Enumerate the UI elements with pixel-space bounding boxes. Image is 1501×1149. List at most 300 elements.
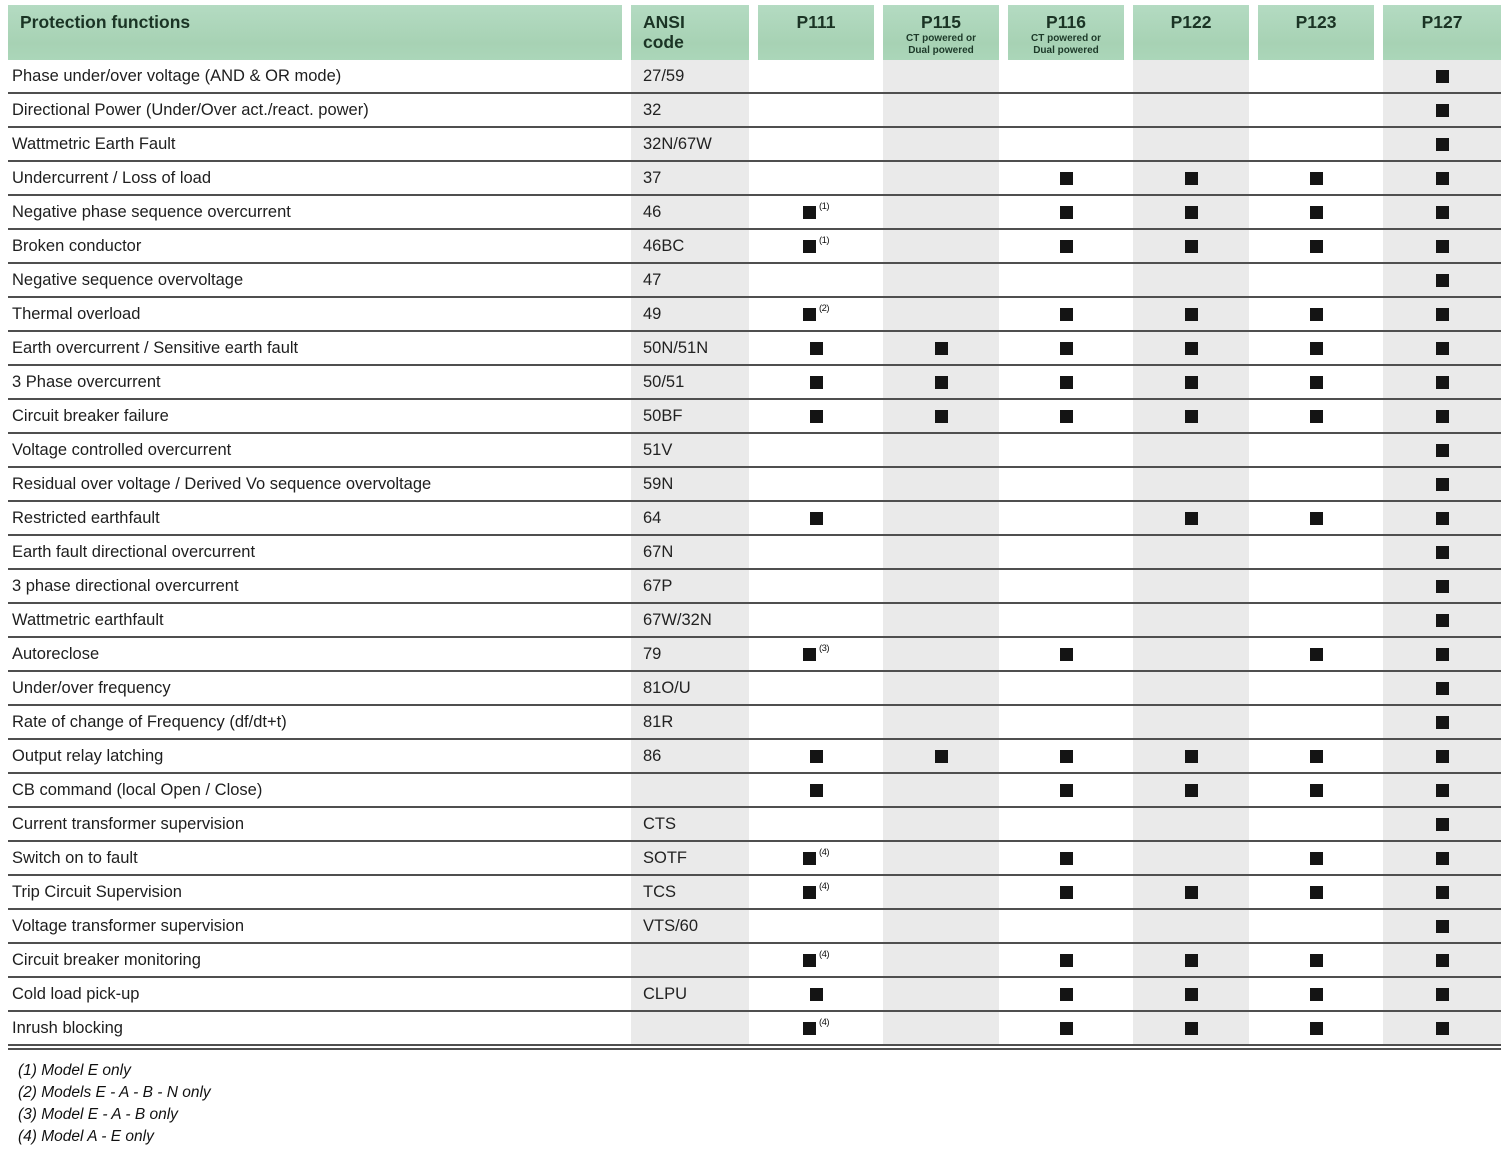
product-availability-cell — [749, 910, 874, 942]
table-row — [8, 60, 1501, 94]
function-name: 3 phase directional overcurrent — [12, 576, 239, 595]
product-availability-cell — [1249, 332, 1374, 364]
availability-square — [1436, 410, 1449, 423]
function-name-cell — [8, 196, 622, 228]
function-name-cell — [8, 332, 622, 364]
function-name-cell — [8, 604, 622, 636]
product-availability-cell — [1124, 434, 1249, 466]
product-availability-cell — [999, 128, 1124, 160]
availability-square — [803, 954, 816, 967]
product-availability-cell — [999, 230, 1124, 262]
ansi-code-cell — [622, 570, 749, 602]
table-row — [8, 230, 1501, 264]
function-name: Negative sequence overvoltage — [12, 270, 244, 289]
product-availability-cell — [999, 196, 1124, 228]
product-availability-cell — [999, 604, 1124, 636]
product-availability-cell — [1124, 910, 1249, 942]
product-availability-cell — [1249, 842, 1374, 874]
availability-square — [1185, 410, 1198, 423]
availability-square — [1185, 750, 1198, 763]
product-availability-cell — [1124, 944, 1249, 976]
product-availability-cell — [1374, 502, 1501, 534]
footnote-4: (4) Model A - E only — [18, 1128, 154, 1145]
product-availability-cell — [1124, 196, 1249, 228]
availability-square — [1185, 206, 1198, 219]
availability-square — [810, 784, 823, 797]
product-availability-cell — [874, 740, 999, 772]
product-availability-cell — [1124, 570, 1249, 602]
ansi-code: 64 — [643, 508, 662, 527]
ansi-code: 67N — [643, 542, 674, 561]
availability-square — [1436, 852, 1449, 865]
product-availability-cell — [874, 366, 999, 398]
availability-square — [1310, 648, 1323, 661]
function-name: Wattmetric earthfault — [12, 610, 164, 629]
product-availability-cell — [1374, 910, 1501, 942]
header-p122-label: P122 — [1170, 12, 1212, 32]
header-p127-label: P127 — [1421, 12, 1463, 32]
availability-square — [1060, 308, 1073, 321]
availability-square — [1060, 648, 1073, 661]
product-availability-cell — [999, 264, 1124, 296]
ansi-code-cell — [622, 196, 749, 228]
availability-square — [803, 648, 816, 661]
product-availability-cell — [1249, 400, 1374, 432]
availability-square — [1310, 308, 1323, 321]
availability-square — [1185, 954, 1198, 967]
ansi-code-cell — [622, 638, 749, 670]
function-name: Residual over voltage / Derived Vo sequence overvoltage — [12, 474, 432, 493]
availability-square — [935, 376, 948, 389]
product-availability-cell — [1249, 1012, 1374, 1044]
product-availability-cell — [874, 128, 999, 160]
header-p127 — [1374, 5, 1501, 60]
product-availability-cell — [749, 162, 874, 194]
availability-square — [1185, 342, 1198, 355]
product-availability-cell — [1374, 332, 1501, 364]
table-row — [8, 128, 1501, 162]
ansi-code: CLPU — [643, 984, 688, 1003]
product-availability-cell — [1374, 60, 1501, 92]
product-availability-cell — [1249, 94, 1374, 126]
function-name: Thermal overload — [12, 304, 141, 323]
ansi-code: 27/59 — [643, 66, 685, 85]
ansi-code-cell — [622, 60, 749, 92]
availability-square — [1436, 1022, 1449, 1035]
ansi-code-cell — [622, 366, 749, 398]
availability-square — [810, 512, 823, 525]
function-name-cell — [8, 706, 622, 738]
ansi-code-cell — [622, 774, 749, 806]
availability-square — [1060, 886, 1073, 899]
product-availability-cell — [1124, 332, 1249, 364]
product-availability-cell — [1374, 672, 1501, 704]
availability-square — [1185, 240, 1198, 253]
product-availability-cell — [874, 502, 999, 534]
product-availability-cell — [1124, 876, 1249, 908]
product-availability-cell — [999, 1012, 1124, 1044]
product-availability-cell — [1124, 1012, 1249, 1044]
product-availability-cell — [749, 366, 874, 398]
footnote-3: (3) Model E - A - B only — [18, 1106, 178, 1123]
ansi-code: VTS/60 — [643, 916, 699, 935]
table-row — [8, 570, 1501, 604]
function-name: Switch on to fault — [12, 848, 138, 867]
availability-square — [1436, 376, 1449, 389]
footnote-ref: (4) — [818, 948, 830, 960]
product-availability-cell — [1124, 740, 1249, 772]
product-availability-cell — [999, 298, 1124, 330]
product-availability-cell — [999, 808, 1124, 840]
availability-square — [1060, 342, 1073, 355]
ansi-code: 81R — [643, 712, 674, 731]
function-name-cell — [8, 434, 622, 466]
ansi-code: 59N — [643, 474, 674, 493]
product-availability-cell — [999, 94, 1124, 126]
product-availability-cell — [1249, 604, 1374, 636]
header-ansi-line1: ANSI — [643, 12, 685, 32]
availability-square — [810, 988, 823, 1001]
table-row — [8, 638, 1501, 672]
function-name-cell — [8, 264, 622, 296]
product-availability-cell — [999, 468, 1124, 500]
availability-square — [1185, 512, 1198, 525]
product-availability-cell — [874, 706, 999, 738]
availability-square — [1436, 240, 1449, 253]
function-name: Under/over frequency — [12, 678, 171, 697]
availability-square — [1436, 104, 1449, 117]
header-p122 — [1124, 5, 1249, 60]
ansi-code-cell — [622, 230, 749, 262]
product-availability-cell — [874, 944, 999, 976]
product-availability-cell — [1374, 604, 1501, 636]
product-availability-cell — [749, 298, 874, 330]
availability-square — [1436, 954, 1449, 967]
function-name-cell — [8, 774, 622, 806]
product-availability-cell — [1374, 230, 1501, 262]
function-name-cell — [8, 502, 622, 534]
table-row — [8, 94, 1501, 128]
product-availability-cell — [874, 434, 999, 466]
function-name: Negative phase sequence overcurrent — [12, 202, 291, 221]
availability-square — [1310, 410, 1323, 423]
availability-square — [1185, 886, 1198, 899]
ansi-code: 50/51 — [643, 372, 685, 391]
table-row — [8, 366, 1501, 400]
product-availability-cell — [874, 842, 999, 874]
product-availability-cell — [1124, 638, 1249, 670]
availability-square — [1310, 988, 1323, 1001]
table-row — [8, 706, 1501, 740]
product-availability-cell — [749, 196, 874, 228]
header-p123-label: P123 — [1295, 12, 1337, 32]
product-availability-cell — [749, 468, 874, 500]
product-availability-cell — [749, 944, 874, 976]
footnote-ref: (2) — [818, 302, 830, 314]
table-row — [8, 298, 1501, 332]
product-availability-cell — [999, 162, 1124, 194]
table-row — [8, 196, 1501, 230]
product-availability-cell — [1374, 536, 1501, 568]
product-availability-cell — [749, 774, 874, 806]
table-row — [8, 672, 1501, 706]
availability-square — [803, 206, 816, 219]
availability-square — [1310, 852, 1323, 865]
function-name: Circuit breaker monitoring — [12, 950, 201, 969]
function-name: Autoreclose — [12, 644, 100, 663]
product-availability-cell — [874, 774, 999, 806]
function-name: Trip Circuit Supervision — [12, 882, 182, 901]
availability-square — [1436, 342, 1449, 355]
function-name-cell — [8, 1012, 622, 1044]
availability-square — [1436, 920, 1449, 933]
product-availability-cell — [749, 876, 874, 908]
product-availability-cell — [874, 978, 999, 1010]
product-availability-cell — [1249, 638, 1374, 670]
availability-square — [1060, 852, 1073, 865]
product-availability-cell — [999, 332, 1124, 364]
availability-square — [1436, 716, 1449, 729]
ansi-code: 32N/67W — [643, 134, 712, 153]
product-availability-cell — [749, 570, 874, 602]
function-name: Phase under/over voltage (AND & OR mode) — [12, 66, 342, 85]
table-row — [8, 978, 1501, 1012]
function-name: Broken conductor — [12, 236, 142, 255]
product-availability-cell — [999, 706, 1124, 738]
availability-square — [810, 376, 823, 389]
function-name-cell — [8, 978, 622, 1010]
function-name-cell — [8, 400, 622, 432]
header-p111-label: P111 — [796, 12, 836, 32]
function-name: Output relay latching — [12, 746, 164, 765]
availability-square — [1436, 886, 1449, 899]
ansi-code: 67P — [643, 576, 673, 595]
ansi-code-cell — [622, 162, 749, 194]
product-availability-cell — [749, 536, 874, 568]
footnote-ref: (3) — [818, 642, 830, 654]
product-availability-cell — [749, 978, 874, 1010]
ansi-code: SOTF — [643, 848, 687, 867]
function-name-cell — [8, 876, 622, 908]
function-name: Current transformer supervision — [12, 814, 244, 833]
product-availability-cell — [1249, 910, 1374, 942]
function-name: Inrush blocking — [12, 1018, 123, 1037]
product-availability-cell — [1374, 944, 1501, 976]
availability-square — [1436, 580, 1449, 593]
availability-square — [1060, 410, 1073, 423]
product-availability-cell — [999, 944, 1124, 976]
ansi-code: 49 — [643, 304, 662, 323]
product-availability-cell — [999, 978, 1124, 1010]
availability-square — [1436, 614, 1449, 627]
function-name-cell — [8, 94, 622, 126]
availability-square — [935, 410, 948, 423]
availability-square — [1436, 648, 1449, 661]
availability-square — [1436, 274, 1449, 287]
product-availability-cell — [1124, 774, 1249, 806]
table-row — [8, 400, 1501, 434]
product-availability-cell — [1124, 264, 1249, 296]
availability-square — [1060, 1022, 1073, 1035]
product-availability-cell — [1124, 468, 1249, 500]
product-availability-cell — [999, 400, 1124, 432]
function-name: Restricted earthfault — [12, 508, 160, 527]
product-availability-cell — [749, 60, 874, 92]
footnotes — [8, 1050, 1501, 1148]
ansi-code: 50BF — [643, 406, 683, 425]
product-availability-cell — [1249, 808, 1374, 840]
product-availability-cell — [1249, 264, 1374, 296]
ansi-code: 37 — [643, 168, 662, 187]
product-availability-cell — [999, 740, 1124, 772]
table-row — [8, 910, 1501, 944]
availability-square — [1185, 376, 1198, 389]
product-availability-cell — [749, 400, 874, 432]
product-availability-cell — [999, 672, 1124, 704]
availability-square — [810, 750, 823, 763]
product-availability-cell — [1124, 536, 1249, 568]
header-protection-functions-label: Protection functions — [20, 12, 191, 32]
availability-square — [1185, 988, 1198, 1001]
product-availability-cell — [1249, 672, 1374, 704]
ansi-code-cell — [622, 1012, 749, 1044]
availability-square — [1436, 308, 1449, 321]
footnote-1: (1) Model E only — [18, 1062, 131, 1079]
footnote-ref: (4) — [818, 880, 830, 892]
product-availability-cell — [1374, 366, 1501, 398]
ansi-code: 50N/51N — [643, 338, 709, 357]
product-availability-cell — [749, 740, 874, 772]
table-row — [8, 740, 1501, 774]
product-availability-cell — [874, 672, 999, 704]
product-availability-cell — [874, 570, 999, 602]
availability-square — [1185, 784, 1198, 797]
product-availability-cell — [1249, 434, 1374, 466]
function-name: Undercurrent / Loss of load — [12, 168, 212, 187]
function-name: Cold load pick-up — [12, 984, 140, 1003]
table-row — [8, 808, 1501, 842]
product-availability-cell — [749, 230, 874, 262]
availability-square — [1060, 784, 1073, 797]
function-name-cell — [8, 230, 622, 262]
header-p116-sub1: CT powered or — [1030, 33, 1101, 44]
function-name-cell — [8, 672, 622, 704]
ansi-code-cell — [622, 978, 749, 1010]
header-p116 — [999, 5, 1124, 60]
footnote-ref: (4) — [818, 846, 830, 858]
product-availability-cell — [999, 774, 1124, 806]
product-availability-cell — [874, 162, 999, 194]
product-availability-cell — [1249, 298, 1374, 330]
protection-functions-table — [8, 5, 1501, 1148]
availability-square — [1185, 308, 1198, 321]
product-availability-cell — [999, 876, 1124, 908]
table-header-row — [8, 5, 1501, 60]
table-row — [8, 876, 1501, 910]
ansi-code-cell — [622, 910, 749, 942]
availability-square — [1310, 206, 1323, 219]
function-name-cell — [8, 366, 622, 398]
availability-square — [1185, 1022, 1198, 1035]
product-availability-cell — [1374, 128, 1501, 160]
ansi-code-cell — [622, 128, 749, 160]
availability-square — [1436, 172, 1449, 185]
product-availability-cell — [874, 876, 999, 908]
product-availability-cell — [1374, 94, 1501, 126]
table-row — [8, 1012, 1501, 1046]
table-row — [8, 332, 1501, 366]
ansi-code-cell — [622, 400, 749, 432]
availability-square — [1060, 206, 1073, 219]
availability-square — [1436, 988, 1449, 1001]
availability-square — [1436, 478, 1449, 491]
product-availability-cell — [874, 332, 999, 364]
function-name-cell — [8, 298, 622, 330]
ansi-code: 81O/U — [643, 678, 691, 697]
product-availability-cell — [999, 570, 1124, 602]
function-name: Circuit breaker failure — [12, 406, 169, 425]
product-availability-cell — [1124, 842, 1249, 874]
product-availability-cell — [749, 638, 874, 670]
function-name-cell — [8, 740, 622, 772]
availability-square — [1310, 886, 1323, 899]
availability-square — [1060, 954, 1073, 967]
availability-square — [1436, 512, 1449, 525]
header-ansi-line2: code — [643, 32, 684, 52]
product-availability-cell — [999, 910, 1124, 942]
availability-square — [1436, 546, 1449, 559]
availability-square — [1060, 750, 1073, 763]
availability-square — [810, 342, 823, 355]
product-availability-cell — [1249, 774, 1374, 806]
product-availability-cell — [1249, 570, 1374, 602]
product-availability-cell — [749, 128, 874, 160]
table-row — [8, 468, 1501, 502]
availability-square — [803, 240, 816, 253]
product-availability-cell — [1374, 808, 1501, 840]
product-availability-cell — [749, 434, 874, 466]
product-availability-cell — [999, 60, 1124, 92]
availability-square — [1310, 954, 1323, 967]
product-availability-cell — [749, 264, 874, 296]
function-name: Earth overcurrent / Sensitive earth fault — [12, 338, 299, 357]
availability-square — [1436, 206, 1449, 219]
function-name: Voltage transformer supervision — [12, 916, 245, 935]
product-availability-cell — [874, 808, 999, 840]
availability-square — [1436, 70, 1449, 83]
ansi-code: 32 — [643, 100, 662, 119]
product-availability-cell — [874, 604, 999, 636]
product-availability-cell — [999, 502, 1124, 534]
availability-square — [1185, 172, 1198, 185]
availability-square — [1310, 750, 1323, 763]
product-availability-cell — [749, 672, 874, 704]
table-row — [8, 774, 1501, 808]
product-availability-cell — [1124, 94, 1249, 126]
product-availability-cell — [874, 298, 999, 330]
availability-square — [1060, 240, 1073, 253]
ansi-code-cell — [622, 298, 749, 330]
product-availability-cell — [1374, 264, 1501, 296]
header-p115-sub1: CT powered or — [905, 33, 976, 44]
product-availability-cell — [1374, 740, 1501, 772]
table-row — [8, 944, 1501, 978]
product-availability-cell — [1374, 162, 1501, 194]
availability-square — [1310, 342, 1323, 355]
availability-square — [810, 410, 823, 423]
table-body — [8, 60, 1501, 1050]
ansi-code: TCS — [643, 882, 676, 901]
